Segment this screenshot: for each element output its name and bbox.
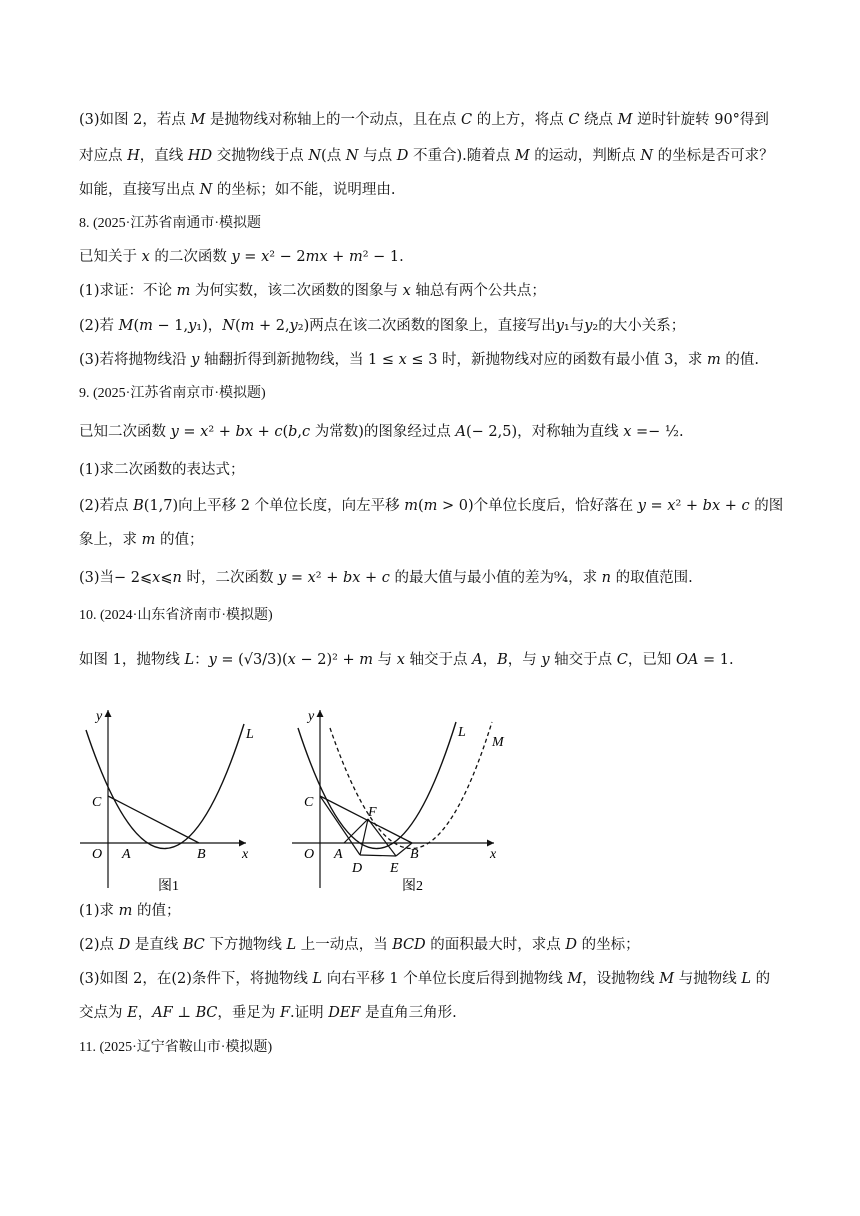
caption-figure-2: 图2 — [402, 879, 423, 894]
label-x: x — [490, 847, 497, 862]
q10-part3-line1: (3)如图 2，在(2)条件下，将抛物线 𝐿 向右平移 1 个单位长度后得到抛物线 𝑀，设抛物线 𝑀 与抛物线 𝐿 的 — [79, 971, 771, 987]
parabola-L — [86, 724, 244, 849]
q10-part3-line2: 交点为 𝐸，𝐴𝐹 ⊥ 𝐵𝐶，垂足为 𝐹.证明 𝐷𝐸𝐹 是直角三角形. — [79, 1005, 457, 1021]
label-O: O — [304, 847, 315, 862]
label-C: C — [92, 795, 102, 810]
q11-header: 11. (2025·辽宁省鞍山市·模拟题) — [79, 1040, 273, 1055]
q9-part2-line1: (2)若点 𝐵(1,7)向上平移 2 个单位长度，向左平移 𝑚(𝑚 > 0)个单位长度后，恰好落在 𝑦 = 𝑥² + 𝑏𝑥 + 𝑐 的图 — [79, 498, 784, 514]
q10-header: 10. (2024·山东省济南市·模拟题) — [79, 608, 273, 623]
label-L: L — [246, 727, 254, 742]
label-B: B — [197, 847, 206, 862]
label-C: C — [304, 795, 314, 810]
label-L: L — [458, 725, 466, 740]
q8-part3: (3)若将抛物线沿 𝑦 轴翻折得到新抛物线，当 1 ≤ 𝑥 ≤ 3 时，新抛物线对应的函数有最小值 3，求 𝑚 的值. — [79, 352, 759, 368]
q9-stem: 已知二次函数 𝑦 = 𝑥² + 𝑏𝑥 + 𝑐(𝑏,𝑐 为常数)的图象经过点 𝐴(− 2,5)，对称轴为直线 𝑥 =− ½. — [79, 424, 684, 440]
parabola-M — [330, 722, 492, 849]
q7-part3-line1: (3)如图 2，若点 𝑀 是抛物线对称轴上的一个动点，且在点 𝐶 的上方，将点 𝐶 绕点 𝑀 逆时针旋转 90°得到 — [79, 112, 769, 128]
q10-stem: 如图 1，抛物线 𝐿：𝑦 = (√3/3)(𝑥 − 2)² + 𝑚 与 𝑥 轴交于点 𝐴，𝐵，与 𝑦 轴交于点 𝐶，已知 𝑂𝐴 = 1. — [79, 652, 734, 668]
q8-header: 8. (2025·江苏省南通市·模拟题 — [79, 216, 261, 231]
label-M: M — [492, 735, 504, 750]
label-F: F — [368, 805, 377, 820]
q8-part2: (2)若 𝑀(𝑚 − 1,𝑦₁)，𝑁(𝑚 + 2,𝑦₂)两点在该二次函数的图象上，直接写出𝑦₁与𝑦₂的大小关系； — [79, 318, 686, 334]
q9-part2-line2: 象上，求 𝑚 的值； — [79, 532, 204, 548]
q10-part1: (1)求 𝑚 的值； — [79, 903, 181, 919]
label-A: A — [122, 847, 131, 862]
segment-BC — [108, 796, 199, 843]
q7-part3-line2: 对应点 𝐻，直线 𝐻𝐷 交抛物线于点 𝑁(点 𝑁 与点 𝐷 不重合).随着点 𝑀 的运动，判断点 𝑁 的坐标是否可求？ — [79, 148, 774, 164]
q9-part1: (1)求二次函数的表达式； — [79, 462, 245, 478]
figure-1 — [74, 700, 274, 896]
q10-part2: (2)点 𝐷 是直线 𝐵𝐶 下方抛物线 𝐿 上一动点，当 𝐵𝐶𝐷 的面积最大时，求点 𝐷 的坐标； — [79, 937, 640, 953]
label-B: B — [410, 847, 419, 862]
parabola-L — [298, 722, 456, 849]
q9-part3: (3)当− 2⩽𝑥⩽𝑛 时，二次函数 𝑦 = 𝑥² + 𝑏𝑥 + 𝑐 的最大值与最小值的差为⁹⁄₄，求 𝑛 的取值范围. — [79, 570, 693, 586]
label-D: D — [352, 861, 363, 876]
figure-2 — [288, 700, 508, 896]
label-y: y — [96, 709, 103, 724]
q8-part1: (1)求证：不论 𝑚 为何实数，该二次函数的图象与 𝑥 轴总有两个公共点； — [79, 283, 546, 299]
label-y: y — [308, 709, 315, 724]
caption-figure-1: 图1 — [158, 879, 179, 894]
q8-stem: 已知关于 𝑥 的二次函数 𝑦 = 𝑥² − 2𝑚𝑥 + 𝑚² − 1. — [79, 249, 404, 265]
label-x: x — [242, 847, 249, 862]
q9-header: 9. (2025·江苏省南京市·模拟题) — [79, 386, 266, 401]
segment-DF — [360, 819, 368, 855]
label-O: O — [92, 847, 103, 862]
segment-DE — [360, 855, 396, 856]
label-E: E — [390, 861, 399, 876]
label-A: A — [334, 847, 343, 862]
q7-part3-line3: 如能，直接写出点 𝑁 的坐标；如不能，说明理由. — [79, 182, 396, 198]
segment-FE — [368, 819, 396, 856]
segment-BC — [320, 796, 412, 843]
